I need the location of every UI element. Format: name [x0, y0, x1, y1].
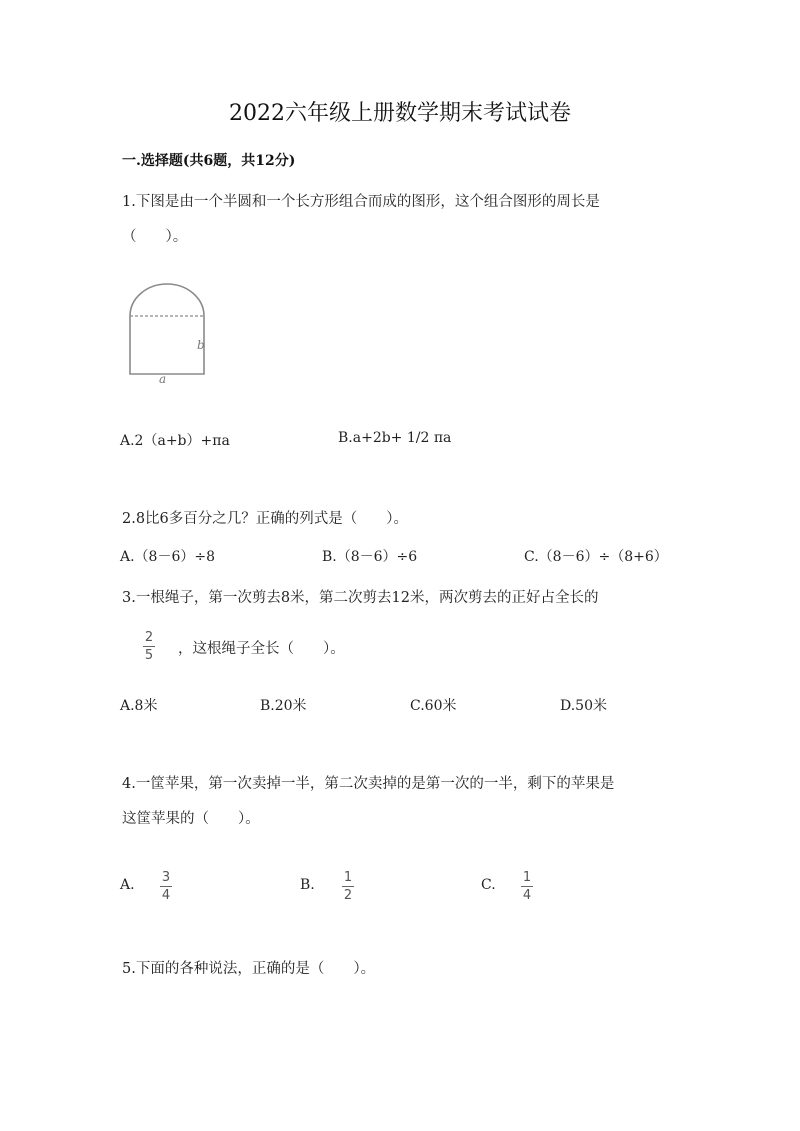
fraction-numerator: 2 [144, 630, 154, 645]
question-1-option-a: A.2（a+b）+πa [120, 433, 230, 449]
fraction-numerator: 3 [161, 870, 171, 885]
figure-label-b: b [197, 338, 205, 352]
question-2-text: 2.8比6多百分之几？正确的列式是（ ）。 [122, 511, 409, 527]
question-1-blank: （ ）。 [122, 229, 188, 245]
fraction-denominator: 4 [522, 888, 532, 903]
question-3-option-a: A.8米 [120, 698, 158, 714]
fraction-bar [143, 646, 155, 647]
fraction-denominator: 5 [144, 648, 154, 663]
question-1-option-b: B.a+2b+ 1/2 πa [338, 430, 452, 446]
fraction-bar [521, 886, 533, 887]
question-2-option-c: C.（8－6）÷（8+6） [524, 549, 668, 565]
question-4-option-b-fraction [342, 870, 354, 903]
question-4-option-c-label: C. [481, 877, 496, 893]
section-heading: 一.选择题(共6题，共12分) [122, 153, 296, 169]
question-2-option-b: B.（8－6）÷6 [322, 549, 418, 565]
question-3-fraction [143, 630, 155, 663]
question-3-option-d: D.50米 [560, 698, 607, 714]
question-3-blank: ，这根绳子全长（ ）。 [178, 641, 345, 657]
question-4-text: 4.一筐苹果，第一次卖掉一半，第二次卖掉的是第一次的一半，剩下的苹果是 [122, 776, 615, 792]
question-4-blank: 这筐苹果的（ ）。 [122, 811, 260, 827]
question-4-option-b-label: B. [300, 877, 315, 893]
semicircle-rectangle-figure [120, 278, 212, 386]
fraction-denominator: 2 [343, 888, 353, 903]
question-4-option-a-label: A. [120, 877, 135, 893]
fraction-numerator: 1 [522, 870, 532, 885]
fraction-bar [342, 886, 354, 887]
figure-outline [130, 284, 204, 374]
fraction-numerator: 1 [343, 870, 353, 885]
page-title: 2022六年级上册数学期末考试试卷 [229, 101, 571, 126]
question-2-option-a: A.（8－6）÷8 [120, 549, 216, 565]
question-4-option-c-fraction [521, 870, 533, 903]
question-4-option-a-fraction [160, 870, 172, 903]
question-3-text: 3.一根绳子，第一次剪去8米，第二次剪去12米，两次剪去的正好占全长的 [122, 590, 599, 606]
question-3-option-b: B.20米 [260, 698, 307, 714]
figure-label-a: a [159, 372, 167, 386]
fraction-denominator: 4 [161, 888, 171, 903]
question-3-option-c: C.60米 [410, 698, 457, 714]
question-1-text: 1.下图是由一个半圆和一个长方形组合而成的图形，这个组合图形的周长是 [122, 194, 600, 210]
question-5-text: 5.下面的各种说法，正确的是（ ）。 [122, 961, 376, 977]
fraction-bar [160, 886, 172, 887]
